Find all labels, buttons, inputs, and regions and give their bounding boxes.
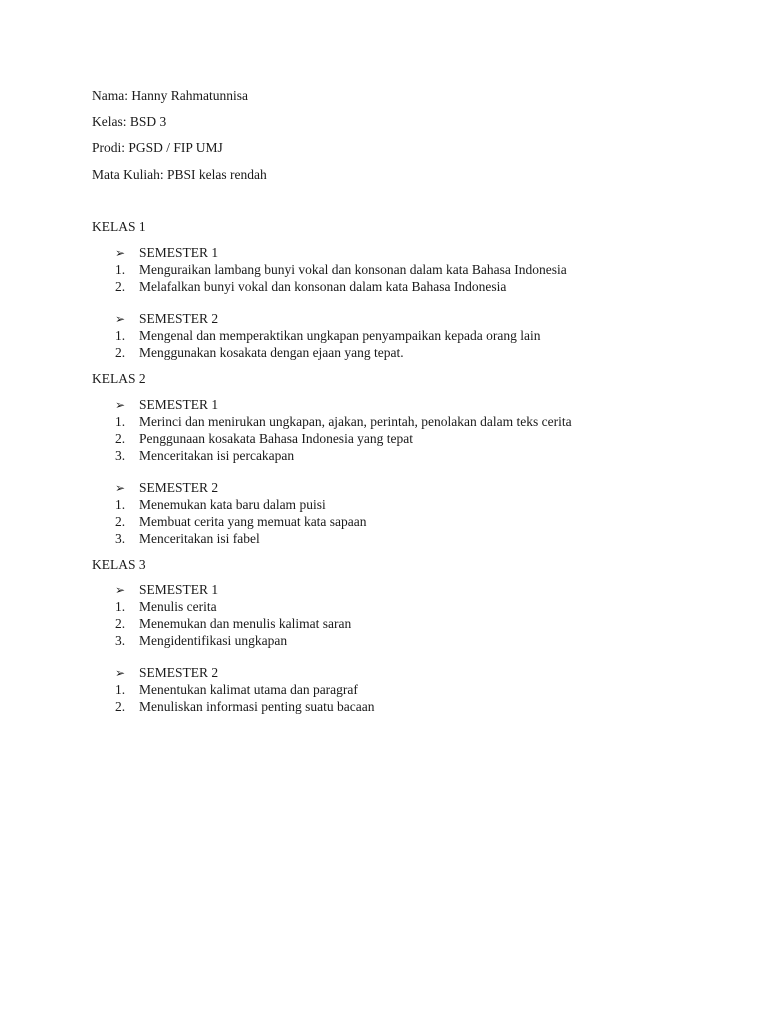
semester-heading xyxy=(115,665,218,681)
list-number: 2. xyxy=(115,345,126,360)
list-text: Mengidentifikasi ungkapan xyxy=(139,633,288,648)
list-text: Menemukan kata baru dalam puisi xyxy=(139,497,326,512)
semester-heading xyxy=(115,480,218,496)
arrow-bullet-icon: ➢ xyxy=(115,398,126,412)
arrow-bullet-icon: ➢ xyxy=(115,312,126,326)
list-text: Menuliskan informasi penting suatu bacaan xyxy=(139,699,375,714)
arrow-bullet-icon: ➢ xyxy=(115,666,126,680)
list-item xyxy=(115,599,217,615)
list-item xyxy=(115,414,572,430)
semester-heading xyxy=(115,311,218,327)
list-number: 2. xyxy=(115,279,126,294)
list-item xyxy=(115,448,294,464)
list-number: 2. xyxy=(115,699,126,714)
list-item xyxy=(115,616,351,632)
list-item xyxy=(115,497,326,513)
list-item xyxy=(115,345,404,361)
list-text: Menulis cerita xyxy=(139,599,217,614)
semester-heading xyxy=(115,397,218,413)
study-program: Prodi: PGSD / FIP UMJ xyxy=(92,140,223,155)
list-number: 3. xyxy=(115,633,126,648)
arrow-bullet-icon: ➢ xyxy=(115,481,126,495)
list-item xyxy=(115,431,413,447)
semester-title: SEMESTER 2 xyxy=(139,311,219,326)
list-text: Mengenal dan memperaktikan ungkapan penyampaikan kepada orang lain xyxy=(139,328,541,343)
list-item xyxy=(115,699,374,715)
course-name: Mata Kuliah: PBSI kelas rendah xyxy=(92,167,267,182)
student-name: Nama: Hanny Rahmatunnisa xyxy=(92,88,248,103)
list-item xyxy=(115,633,287,649)
semester-title: SEMESTER 2 xyxy=(139,480,219,495)
list-number: 3. xyxy=(115,531,126,546)
section-title-kelas-2: KELAS 2 xyxy=(92,371,146,386)
list-text: Menggunakan kosakata dengan ejaan yang tepat. xyxy=(139,345,404,360)
list-text: Menceritakan isi fabel xyxy=(139,531,260,546)
list-text: Menemukan dan menulis kalimat saran xyxy=(139,616,352,631)
list-text: Melafalkan bunyi vokal dan konsonan dalam kata Bahasa Indonesia xyxy=(139,279,507,294)
list-text: Merinci dan menirukan ungkapan, ajakan, perintah, penolakan dalam teks cerita xyxy=(139,414,572,429)
arrow-bullet-icon: ➢ xyxy=(115,583,126,597)
arrow-bullet-icon: ➢ xyxy=(115,246,126,260)
list-number: 2. xyxy=(115,514,126,529)
list-item xyxy=(115,682,358,698)
list-text: Menceritakan isi percakapan xyxy=(139,448,295,463)
list-number: 1. xyxy=(115,262,126,277)
list-item xyxy=(115,279,506,295)
section-title-kelas-1: KELAS 1 xyxy=(92,219,146,234)
semester-title: SEMESTER 1 xyxy=(139,245,219,260)
list-text: Membuat cerita yang memuat kata sapaan xyxy=(139,514,367,529)
semester-heading xyxy=(115,245,218,261)
list-number: 1. xyxy=(115,414,126,429)
list-number: 2. xyxy=(115,431,126,446)
list-text: Menentukan kalimat utama dan paragraf xyxy=(139,682,358,697)
section-title-kelas-3: KELAS 3 xyxy=(92,557,146,572)
list-text: Menguraikan lambang bunyi vokal dan konsonan dalam kata Bahasa Indonesia xyxy=(139,262,567,277)
list-number: 3. xyxy=(115,448,126,463)
list-item xyxy=(115,262,567,278)
list-number: 1. xyxy=(115,682,126,697)
semester-title: SEMESTER 2 xyxy=(139,665,219,680)
semester-title: SEMESTER 1 xyxy=(139,582,219,597)
semester-title: SEMESTER 1 xyxy=(139,397,219,412)
list-number: 1. xyxy=(115,497,126,512)
list-item xyxy=(115,328,540,344)
list-item xyxy=(115,531,260,547)
list-text: Penggunaan kosakata Bahasa Indonesia yang tepat xyxy=(139,431,414,446)
list-number: 1. xyxy=(115,599,126,614)
semester-heading xyxy=(115,582,218,598)
list-item xyxy=(115,514,367,530)
student-class: Kelas: BSD 3 xyxy=(92,114,167,129)
list-number: 1. xyxy=(115,328,126,343)
list-number: 2. xyxy=(115,616,126,631)
